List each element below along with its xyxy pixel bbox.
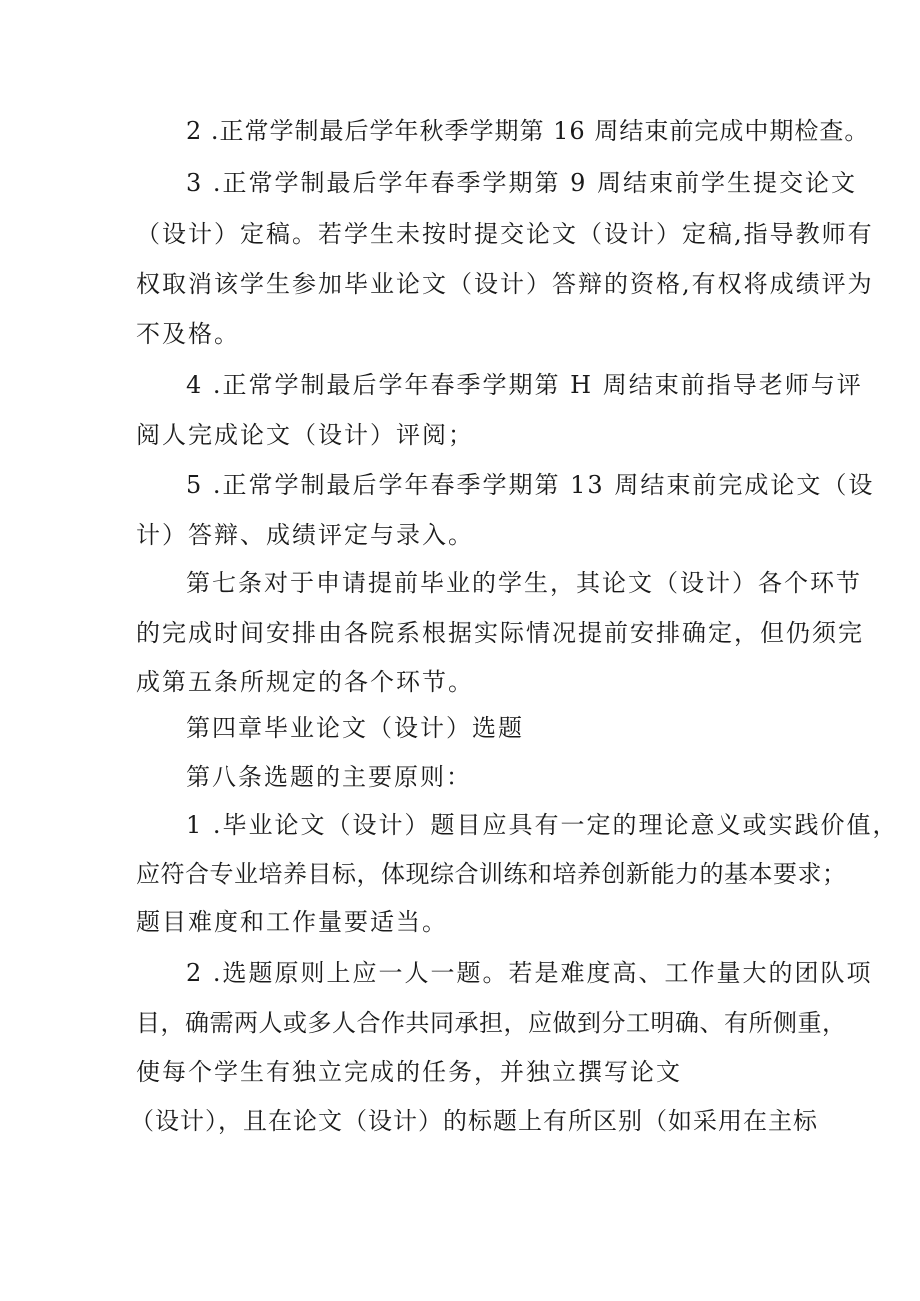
paragraph-line: 2 .选题原则上应一人一题。若是难度高、工作量大的团队项	[186, 959, 873, 987]
paragraph-line: 权取消该学生参加毕业论文（设计）答辩的资格,有权将成绩评为	[136, 270, 874, 298]
paragraph-line: 的完成时间安排由各院系根据实际情况提前安排确定，但仍须完	[136, 619, 864, 647]
paragraph-line: 题目难度和工作量要适当。	[136, 908, 448, 936]
paragraph-line: 计）答辩、成绩评定与录入。	[136, 521, 474, 549]
paragraph-line: 4 .正常学制最后学年春季学期第 H 周结束前指导老师与评	[186, 371, 863, 399]
paragraph-line: 3 .正常学制最后学年春季学期第 9 周结束前学生提交论文	[186, 169, 858, 197]
paragraph-line: 2 .正常学制最后学年秋季学期第 16 周结束前完成中期检查。	[186, 117, 870, 145]
paragraph-line: 应符合专业培养目标，体现综合训练和培养创新能力的基本要求；	[136, 860, 847, 888]
paragraph-line: 阅人完成论文（设计）评阅；	[136, 421, 474, 449]
paragraph-line: （设计）定稿。若学生未按时提交论文（设计）定稿,指导教师有	[136, 220, 874, 248]
paragraph-line: （设计），且在论文（设计）的标题上有所区别（如采用在主标	[130, 1107, 818, 1135]
paragraph-line: 第七条对于申请提前毕业的学生，其论文（设计）各个环节	[186, 569, 862, 597]
paragraph-line: 成第五条所规定的各个环节。	[136, 668, 474, 696]
paragraph-line: 第八条选题的主要原则：	[186, 763, 472, 791]
paragraph-line: 1 .毕业论文（设计）题目应具有一定的理论意义或实践价值，	[186, 811, 899, 839]
paragraph-line: 使每个学生有独立完成的任务，并独立撰写论文	[136, 1058, 682, 1086]
chapter-heading: 第四章毕业论文（设计）选题	[186, 714, 524, 742]
paragraph-line: 目，确需两人或多人合作共同承担，应做到分工明确、有所侧重，	[136, 1009, 847, 1037]
paragraph-line: 5 .正常学制最后学年春季学期第 13 周结束前完成论文（设	[186, 471, 875, 499]
paragraph-line: 不及格。	[136, 320, 240, 348]
